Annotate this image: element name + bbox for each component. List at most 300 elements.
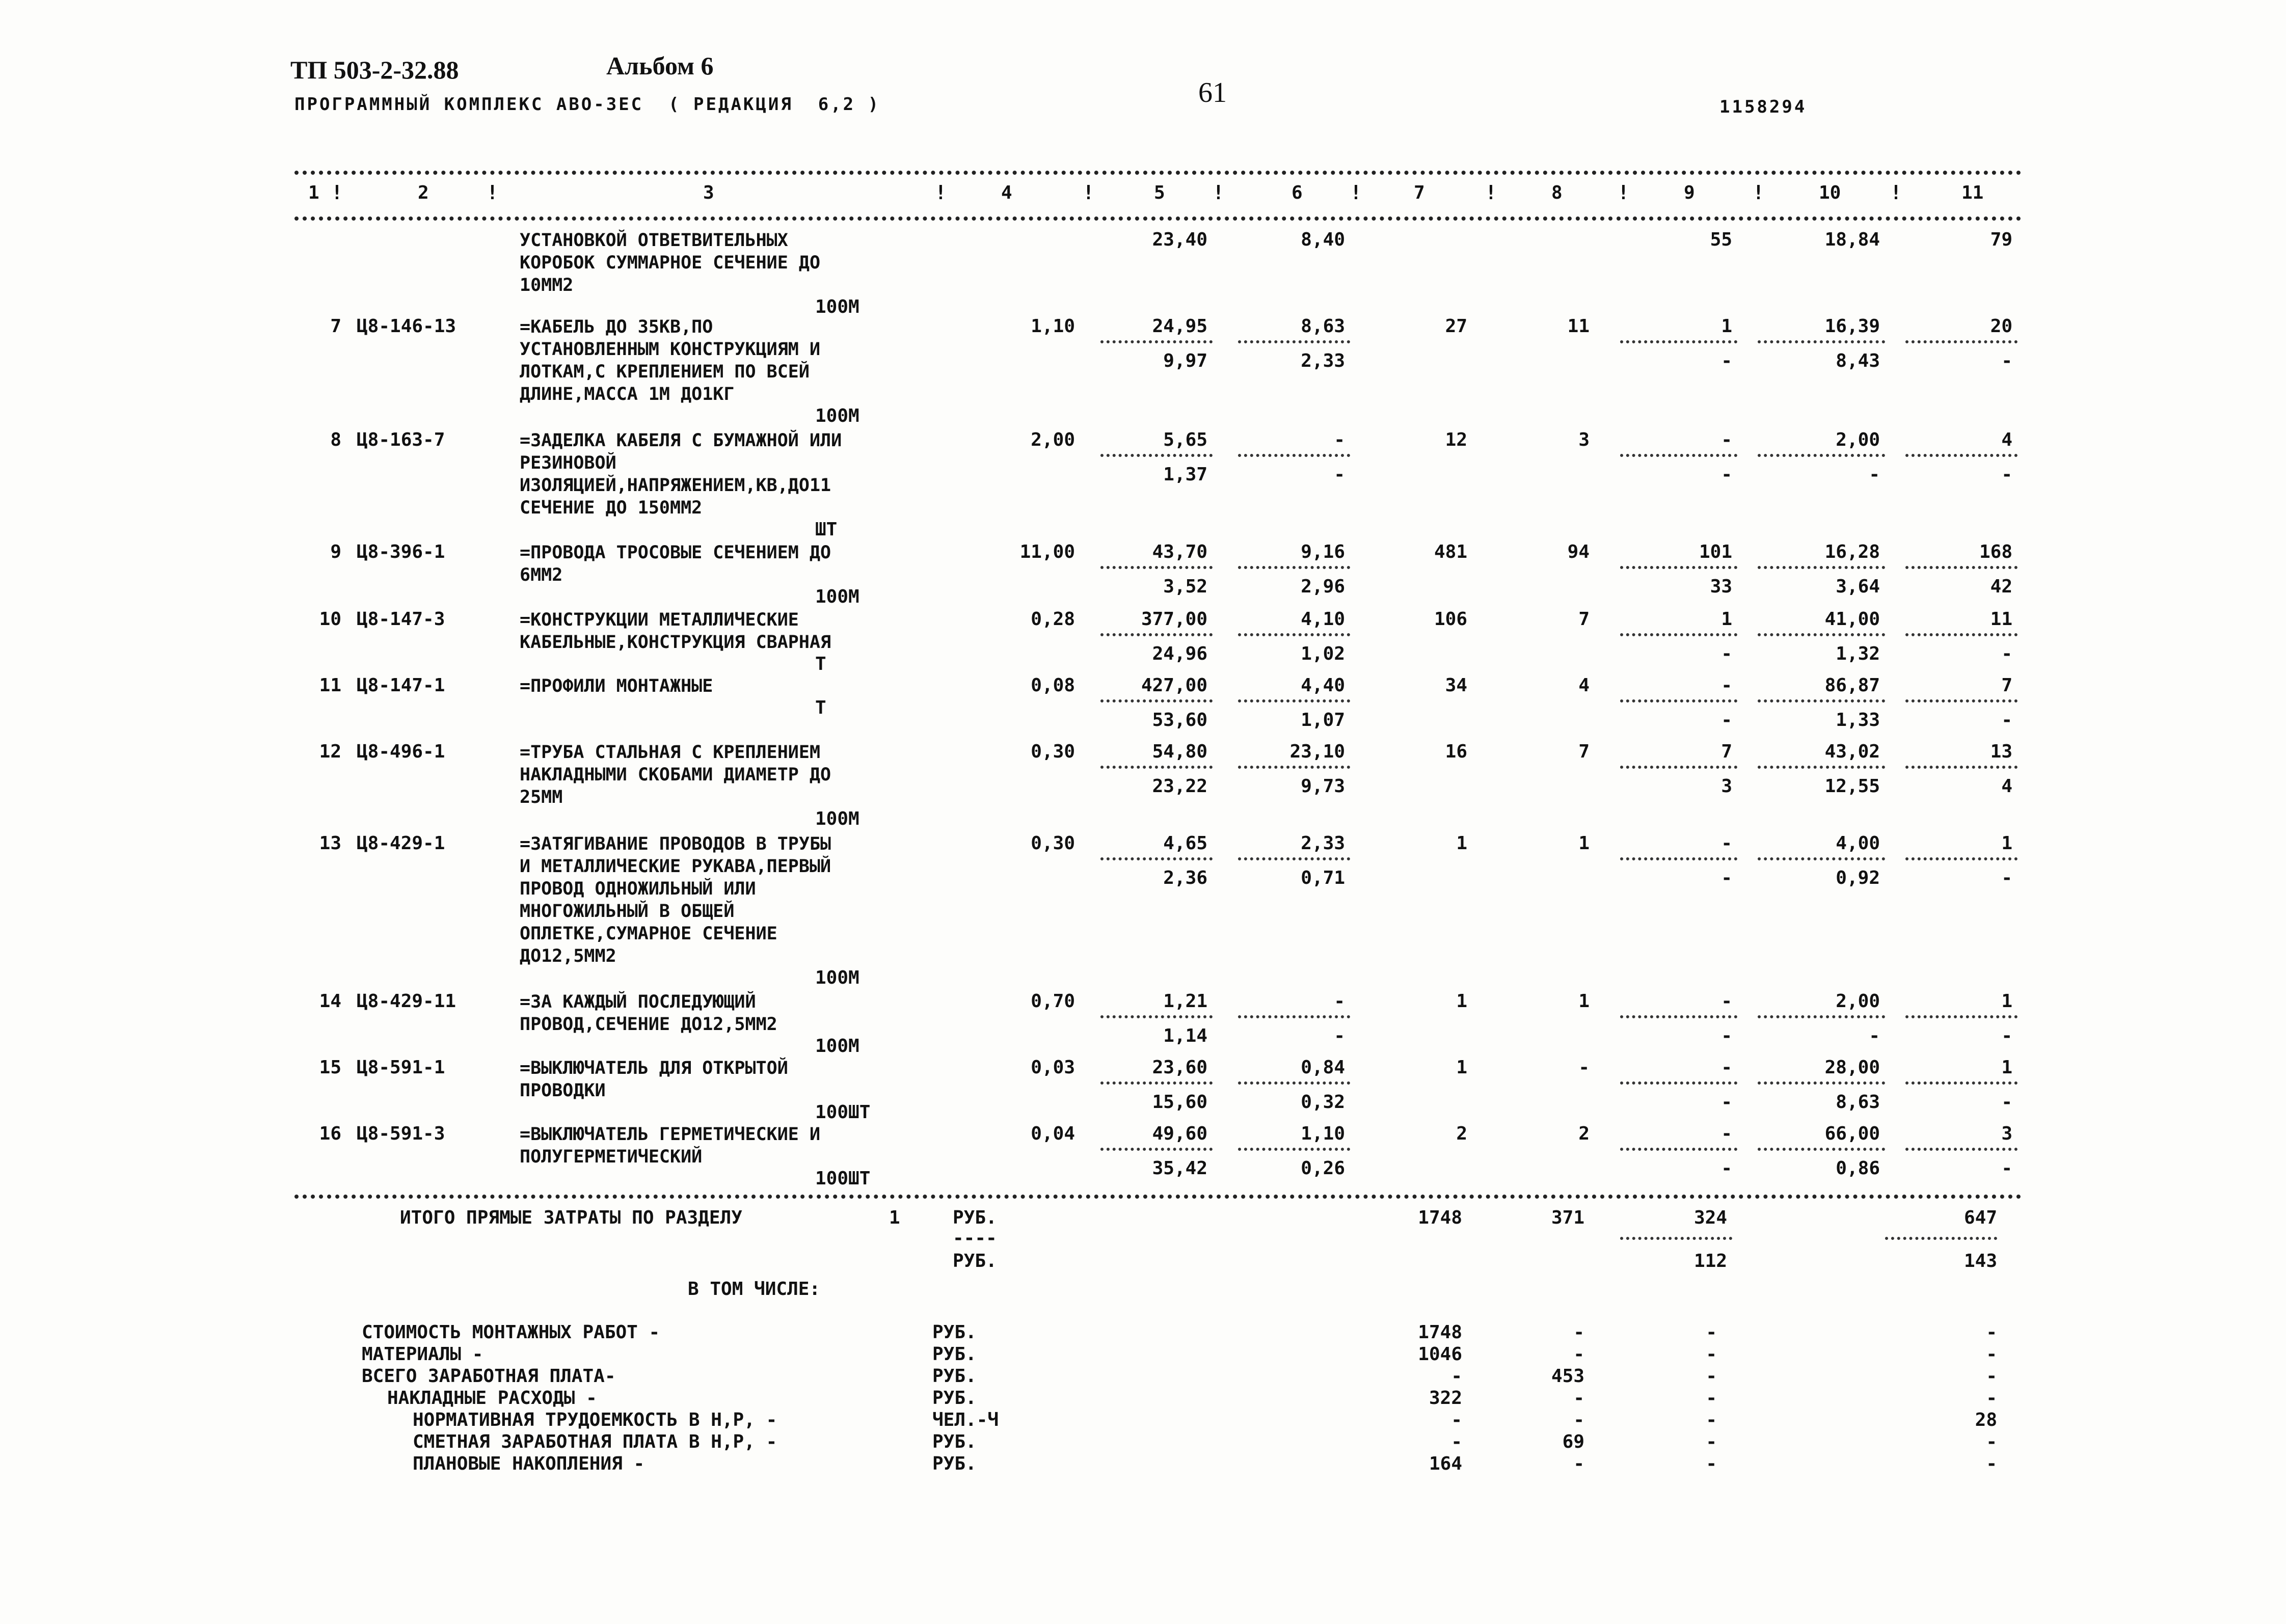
cell-c5: 1,14 <box>1163 1025 1207 1046</box>
cell-c9: - <box>1721 1123 1732 1144</box>
subtotal-rule <box>1100 766 1213 769</box>
column-separator: ! <box>1890 181 1902 204</box>
subtotal-rule <box>1905 566 2018 569</box>
cell-c9: 55 <box>1710 229 1732 250</box>
unit-label: 100ШТ <box>815 1168 871 1189</box>
summary-c9: - <box>1706 1410 1717 1430</box>
column-number: 8 <box>1551 182 1563 203</box>
description-line: =ПРОВОДА ТРОСОВЫЕ СЕЧЕНИЕМ ДО <box>520 543 831 563</box>
cell-c10: 8,43 <box>1836 350 1880 371</box>
description-line: =ВЫКЛЮЧАТЕЛЬ ГЕРМЕТИЧЕСКИЕ И <box>520 1124 821 1145</box>
cell-c6: - <box>1334 991 1345 1012</box>
header-bottom-rule <box>294 216 2022 221</box>
cell-c4: 0,08 <box>1031 675 1075 696</box>
album-label: Альбом 6 <box>606 51 714 80</box>
cell-c5: 2,36 <box>1163 868 1207 888</box>
subtotal-rule <box>1620 454 1737 457</box>
summary-c11: - <box>1986 1344 1997 1365</box>
page-number: 61 <box>1198 77 1227 109</box>
cell-c4: 0,30 <box>1031 741 1075 762</box>
cell-c11: - <box>2001 350 2012 371</box>
total-unit-dashes: ---- <box>953 1228 997 1249</box>
cell-n: 11 <box>319 675 341 696</box>
description-line: =ПРОФИЛИ МОНТАЖНЫЕ <box>520 676 713 696</box>
total-section: 1 <box>889 1207 900 1228</box>
description-line: ПРОВОД,СЕЧЕНИЕ ДО12,5ММ2 <box>520 1014 777 1035</box>
cell-c10: 1,33 <box>1836 710 1880 730</box>
column-separator: ! <box>1618 181 1629 204</box>
cell-c10: 3,64 <box>1836 576 1880 597</box>
summary-c9: - <box>1706 1322 1717 1343</box>
subtotal-rule <box>1238 454 1350 457</box>
cell-c9: - <box>1721 1092 1732 1113</box>
cell-c9: - <box>1721 429 1732 450</box>
subtotal-rule <box>1905 633 2018 636</box>
cell-c8: 94 <box>1567 542 1590 562</box>
column-separator: ! <box>1083 181 1094 204</box>
cell-c11: 1 <box>2001 833 2012 854</box>
subtotal-rule <box>1905 1015 2018 1018</box>
subtotal-rule <box>1238 633 1350 636</box>
summary-unit: РУБ. <box>932 1322 977 1343</box>
cell-c11: 3 <box>2001 1123 2012 1144</box>
unit-label: 100М <box>815 967 859 988</box>
subtotal-rule <box>1758 1081 1885 1085</box>
subtotal-rule <box>1238 699 1350 702</box>
cell-code: Ц8-591-3 <box>357 1123 445 1144</box>
column-separator: ! <box>1753 181 1764 204</box>
cell-c9: - <box>1721 643 1732 664</box>
summary-c11: - <box>1986 1431 1997 1452</box>
cell-c9: 7 <box>1721 741 1732 762</box>
cell-c7: 34 <box>1445 675 1467 696</box>
cell-c10: 1,32 <box>1836 643 1880 664</box>
summary-c11: - <box>1986 1366 1997 1387</box>
cell-c7: 106 <box>1434 609 1467 630</box>
summary-c7: - <box>1451 1366 1462 1387</box>
cell-c7: 16 <box>1445 741 1467 762</box>
cell-n: 13 <box>319 833 341 854</box>
cell-c5: 3,52 <box>1163 576 1207 597</box>
cell-c6: 0,26 <box>1301 1158 1345 1179</box>
item-description <box>520 542 927 586</box>
cell-c10: 8,63 <box>1836 1092 1880 1113</box>
subtotal-rule <box>1758 857 1885 860</box>
cell-c9: - <box>1721 991 1732 1012</box>
cell-c9: 101 <box>1699 542 1732 562</box>
cell-c11: 42 <box>1990 576 2012 597</box>
cell-c10: 2,00 <box>1836 429 1880 450</box>
subtotal-rule <box>1620 566 1737 569</box>
cell-c4: 0,03 <box>1031 1057 1075 1078</box>
cell-c6: 1,07 <box>1301 710 1345 730</box>
subtotal-rule <box>1905 699 2018 702</box>
cell-c6: 0,32 <box>1301 1092 1345 1113</box>
unit-label: ШТ <box>815 519 838 540</box>
subtotal-rule <box>1620 699 1737 702</box>
column-number: 10 <box>1819 182 1841 203</box>
description-line: =ТРУБА СТАЛЬНАЯ С КРЕПЛЕНИЕМ <box>520 742 821 763</box>
cell-c5: 53,60 <box>1152 710 1207 730</box>
description-line: И МЕТАЛЛИЧЕСКИЕ РУКАВА,ПЕРВЫЙ <box>520 856 831 877</box>
description-line: ПРОВОД ОДНОЖИЛЬНЫЙ ИЛИ <box>520 879 756 899</box>
cell-n: 10 <box>319 609 341 630</box>
summary-c8: - <box>1573 1322 1584 1343</box>
description-line: =ВЫКЛЮЧАТЕЛЬ ДЛЯ ОТКРЫТОЙ <box>520 1058 788 1078</box>
cell-c11: 4 <box>2001 776 2012 797</box>
total-col11-rule <box>1885 1237 1997 1240</box>
cell-code: Ц8-591-1 <box>357 1057 445 1078</box>
subtotal-rule <box>1620 857 1737 860</box>
summary-c8: - <box>1573 1388 1584 1409</box>
total-col9: 324 <box>1693 1207 1727 1228</box>
summary-label: СТОИМОСТЬ МОНТАЖНЫХ РАБОТ - <box>362 1322 660 1343</box>
summary-c8: 453 <box>1551 1366 1584 1387</box>
cell-code: Ц8-163-7 <box>357 429 445 450</box>
cell-c10: 16,28 <box>1824 542 1880 562</box>
cell-c11: 7 <box>2001 675 2012 696</box>
item-description <box>520 316 927 405</box>
cell-c7: 481 <box>1434 542 1467 562</box>
cell-c4: 11,00 <box>1019 542 1075 562</box>
cell-c6: 8,40 <box>1301 229 1345 250</box>
subtotal-rule <box>1905 857 2018 860</box>
column-number-row <box>0 182 2286 208</box>
doc-code: ТП 503-2-32.88 <box>290 56 459 84</box>
cell-c8: 4 <box>1578 675 1590 696</box>
cell-c8: - <box>1578 1057 1590 1078</box>
description-line: ДО12,5ММ2 <box>520 946 616 966</box>
cell-c5: 5,65 <box>1163 429 1207 450</box>
cell-c5: 24,96 <box>1152 643 1207 664</box>
cell-c11: - <box>2001 464 2012 485</box>
description-line: СЕЧЕНИЕ ДО 150ММ2 <box>520 498 703 518</box>
description-line: МНОГОЖИЛЬНЫЙ В ОБЩЕЙ <box>520 901 735 922</box>
cell-n: 12 <box>319 741 341 762</box>
cell-c7: 1 <box>1456 991 1467 1012</box>
cell-c5: 1,21 <box>1163 991 1207 1012</box>
cell-c5: 23,40 <box>1152 229 1207 250</box>
cell-c10: 12,55 <box>1824 776 1880 797</box>
unit-label: 100М <box>815 808 859 829</box>
cell-c10: - <box>1869 464 1880 485</box>
description-line: РЕЗИНОВОЙ <box>520 453 616 473</box>
total-col9-rule <box>1620 1237 1732 1240</box>
summary-c9: - <box>1706 1431 1717 1452</box>
subtotal-rule <box>1238 1081 1350 1085</box>
description-line: ПОЛУГЕРМЕТИЧЕСКИЙ <box>520 1147 703 1167</box>
summary-c11: 28 <box>1975 1410 1997 1430</box>
unit-label: Т <box>815 697 826 718</box>
description-line: УСТАНОВЛЕННЫМ КОНСТРУКЦИЯМ И <box>520 339 821 360</box>
summary-c8: 69 <box>1562 1431 1584 1452</box>
cell-c5: 49,60 <box>1152 1123 1207 1144</box>
subtotal-rule <box>1100 454 1213 457</box>
summary-c11: - <box>1986 1322 1997 1343</box>
description-line: =ЗА КАЖДЫЙ ПОСЛЕДУЮЩИЙ <box>520 992 756 1012</box>
cell-c9: - <box>1721 1025 1732 1046</box>
cell-c6: 2,33 <box>1301 833 1345 854</box>
cell-code: Ц8-429-1 <box>357 833 445 854</box>
cell-code: Ц8-429-11 <box>357 991 456 1012</box>
description-line: КАБЕЛЬНЫЕ,КОНСТРУКЦИЯ СВАРНАЯ <box>520 632 831 653</box>
including-label: В ТОМ ЧИСЛЕ: <box>688 1279 821 1300</box>
header-top-rule <box>294 171 2022 175</box>
item-description <box>520 675 927 697</box>
column-number: 1 <box>308 182 319 203</box>
description-line: ДЛИНЕ,МАССА 1М ДО1КГ <box>520 384 735 404</box>
program-title: ПРОГРАММНЫЙ КОМПЛЕКС АВО-ЗЕС ( РЕДАКЦИЯ 6,2 ) <box>294 94 881 115</box>
description-line: ПРОВОДКИ <box>520 1080 606 1101</box>
subtotal-rule <box>1905 1081 2018 1085</box>
subtotal-rule <box>1620 340 1737 343</box>
summary-c8: - <box>1573 1344 1584 1365</box>
cell-c9: - <box>1721 710 1732 730</box>
subtotal-rule <box>1905 1148 2018 1151</box>
item-description <box>520 229 927 296</box>
cell-c10: - <box>1869 1025 1880 1046</box>
cell-n: 16 <box>319 1123 341 1144</box>
cell-n: 14 <box>319 991 341 1012</box>
cell-n: 8 <box>330 429 341 450</box>
unit-label: Т <box>815 654 826 674</box>
description-line: ОПЛЕТКЕ,СУМАРНОЕ СЕЧЕНИЕ <box>520 924 777 944</box>
summary-c8: - <box>1573 1410 1584 1430</box>
subtotal-rule <box>1758 699 1885 702</box>
summary-c8: - <box>1573 1453 1584 1474</box>
cell-c11: 20 <box>1990 316 2012 337</box>
subtotal-rule <box>1620 633 1737 636</box>
item-description <box>520 833 927 967</box>
subtotal-rule <box>1100 1081 1213 1085</box>
summary-c9: - <box>1706 1388 1717 1409</box>
cell-c6: - <box>1334 1025 1345 1046</box>
subtotal-rule <box>1758 340 1885 343</box>
cell-c5: 23,22 <box>1152 776 1207 797</box>
cell-c6: 1,10 <box>1301 1123 1345 1144</box>
subtotal-rule <box>1238 857 1350 860</box>
cell-c5: 1,37 <box>1163 464 1207 485</box>
cell-c8: 3 <box>1578 429 1590 450</box>
cell-c11: 79 <box>1990 229 2012 250</box>
summary-c11: - <box>1986 1388 1997 1409</box>
cell-c8: 1 <box>1578 991 1590 1012</box>
total-col11-b: 143 <box>1964 1251 1997 1271</box>
subtotal-rule <box>1100 633 1213 636</box>
cell-c11: 168 <box>1979 542 2012 562</box>
summary-unit: РУБ. <box>932 1388 977 1409</box>
cell-c7: 1 <box>1456 833 1467 854</box>
cell-c10: 0,92 <box>1836 868 1880 888</box>
summary-label: МАТЕРИАЛЫ - <box>362 1344 483 1365</box>
item-description <box>520 429 927 519</box>
summary-unit: РУБ. <box>932 1431 977 1452</box>
summary-c7: - <box>1451 1410 1462 1430</box>
cell-c6: - <box>1334 464 1345 485</box>
cell-c6: 4,10 <box>1301 609 1345 630</box>
summary-label: НАКЛАДНЫЕ РАСХОДЫ - <box>387 1388 597 1409</box>
summary-unit: РУБ. <box>932 1453 977 1474</box>
cell-c9: 3 <box>1721 776 1732 797</box>
column-number: 2 <box>418 182 429 203</box>
totals-rule <box>294 1195 2022 1199</box>
column-separator: ! <box>487 181 498 204</box>
cell-c11: 1 <box>2001 991 2012 1012</box>
cell-c10: 43,02 <box>1824 741 1880 762</box>
summary-c9: - <box>1706 1344 1717 1365</box>
summary-c7: 164 <box>1429 1453 1462 1474</box>
cell-c6: 9,73 <box>1301 776 1345 797</box>
summary-label: ПЛАНОВЫЕ НАКОПЛЕНИЯ - <box>413 1453 645 1474</box>
subtotal-rule <box>1238 1015 1350 1018</box>
summary-unit: РУБ. <box>932 1366 977 1387</box>
subtotal-rule <box>1100 566 1213 569</box>
cell-c10: 86,87 <box>1824 675 1880 696</box>
cell-c11: 11 <box>1990 609 2012 630</box>
column-separator: ! <box>1350 181 1362 204</box>
item-description <box>520 609 927 654</box>
column-separator: ! <box>1213 181 1224 204</box>
cell-code: Ц8-146-13 <box>357 316 456 337</box>
cell-c10: 4,00 <box>1836 833 1880 854</box>
cell-n: 15 <box>319 1057 341 1078</box>
subtotal-rule <box>1620 766 1737 769</box>
cell-c7: 1 <box>1456 1057 1467 1078</box>
subtotal-rule <box>1905 340 2018 343</box>
document-id: 1158294 <box>1719 97 1807 117</box>
subtotal-rule <box>1100 699 1213 702</box>
subtotal-rule <box>1758 766 1885 769</box>
summary-label: СМЕТНАЯ ЗАРАБОТНАЯ ПЛАТА В Н,Р, - <box>413 1431 777 1452</box>
cell-code: Ц8-147-1 <box>357 675 445 696</box>
cell-c5: 427,00 <box>1141 675 1207 696</box>
cell-c11: 4 <box>2001 429 2012 450</box>
cell-c9: - <box>1721 675 1732 696</box>
cell-c9: - <box>1721 464 1732 485</box>
cell-c5: 15,60 <box>1152 1092 1207 1113</box>
summary-c7: 1046 <box>1418 1344 1462 1365</box>
description-line: ЛОТКАМ,С КРЕПЛЕНИЕМ ПО ВСЕЙ <box>520 362 810 382</box>
cell-c11: 13 <box>1990 741 2012 762</box>
subtotal-rule <box>1758 1015 1885 1018</box>
cell-c4: 1,10 <box>1031 316 1075 337</box>
summary-c7: 322 <box>1429 1388 1462 1409</box>
cell-c6: 2,96 <box>1301 576 1345 597</box>
total-col7: 1748 <box>1418 1207 1462 1228</box>
cell-c9: 33 <box>1710 576 1732 597</box>
cell-c6: 0,71 <box>1301 868 1345 888</box>
cell-c9: 1 <box>1721 609 1732 630</box>
summary-c9: - <box>1706 1366 1717 1387</box>
subtotal-rule <box>1758 1148 1885 1151</box>
total-col11: 647 <box>1964 1207 1997 1228</box>
column-number: 7 <box>1414 182 1425 203</box>
total-col9-b: 112 <box>1693 1251 1727 1271</box>
column-separator: ! <box>1485 181 1497 204</box>
total-unit: РУБ. <box>953 1207 997 1228</box>
item-description <box>520 741 927 808</box>
cell-c9: 1 <box>1721 316 1732 337</box>
total-label: ИТОГО ПРЯМЫЕ ЗАТРАТЫ ПО РАЗДЕЛУ <box>400 1207 742 1228</box>
cell-c11: - <box>2001 1158 2012 1179</box>
cell-c9: - <box>1721 1158 1732 1179</box>
cell-c5: 54,80 <box>1152 741 1207 762</box>
cell-c10: 0,86 <box>1836 1158 1880 1179</box>
subtotal-rule <box>1905 454 2018 457</box>
cell-n: 7 <box>330 316 341 337</box>
unit-label: 100М <box>815 1036 859 1057</box>
description-line: =ЗАТЯГИВАНИЕ ПРОВОДОВ В ТРУБЫ <box>520 834 831 854</box>
subtotal-rule <box>1238 766 1350 769</box>
cell-c11: - <box>2001 1092 2012 1113</box>
description-line: ИЗОЛЯЦИЕЙ,НАПРЯЖЕНИЕМ,КВ,ДО11 <box>520 475 831 496</box>
cell-c6: 2,33 <box>1301 350 1345 371</box>
subtotal-rule <box>1100 1148 1213 1151</box>
item-description <box>520 991 927 1036</box>
cell-c11: - <box>2001 710 2012 730</box>
column-number: 6 <box>1292 182 1303 203</box>
cell-c6: 9,16 <box>1301 542 1345 562</box>
cell-c4: 0,30 <box>1031 833 1075 854</box>
description-line: 10ММ2 <box>520 275 574 295</box>
cell-c11: - <box>2001 868 2012 888</box>
cell-c6: 4,40 <box>1301 675 1345 696</box>
subtotal-rule <box>1758 566 1885 569</box>
cell-c5: 35,42 <box>1152 1158 1207 1179</box>
cell-c6: 1,02 <box>1301 643 1345 664</box>
cell-n: 9 <box>330 542 341 562</box>
unit-label: 100М <box>815 296 859 317</box>
column-separator: ! <box>331 181 343 204</box>
item-description <box>520 1123 927 1168</box>
subtotal-rule <box>1905 766 2018 769</box>
column-number: 4 <box>1001 182 1012 203</box>
cell-c4: 0,28 <box>1031 609 1075 630</box>
column-separator: ! <box>935 181 947 204</box>
subtotal-rule <box>1100 857 1213 860</box>
unit-label: 100М <box>815 586 859 607</box>
cell-c9: - <box>1721 868 1732 888</box>
cell-c5: 9,97 <box>1163 350 1207 371</box>
summary-label: ВСЕГО ЗАРАБОТНАЯ ПЛАТА- <box>362 1366 616 1387</box>
summary-unit: РУБ. <box>932 1344 977 1365</box>
cell-c11: - <box>2001 1025 2012 1046</box>
subtotal-rule <box>1620 1015 1737 1018</box>
cell-c10: 41,00 <box>1824 609 1880 630</box>
cell-c8: 1 <box>1578 833 1590 854</box>
description-line: 25ММ <box>520 787 563 807</box>
summary-label: НОРМАТИВНАЯ ТРУДОЕМКОСТЬ В Н,Р, - <box>413 1410 777 1430</box>
subtotal-rule <box>1758 454 1885 457</box>
cell-c4: 0,70 <box>1031 991 1075 1012</box>
subtotal-rule <box>1620 1081 1737 1085</box>
summary-c7: 1748 <box>1418 1322 1462 1343</box>
description-line: НАКЛАДНЫМИ СКОБАМИ ДИАМЕТР ДО <box>520 765 831 785</box>
cell-c8: 11 <box>1567 316 1590 337</box>
subtotal-rule <box>1758 633 1885 636</box>
summary-c9: - <box>1706 1453 1717 1474</box>
description-line: УСТАНОВКОЙ ОТВЕТВИТЕЛЬНЫХ <box>520 230 788 251</box>
cell-c10: 18,84 <box>1824 229 1880 250</box>
cell-c5: 43,70 <box>1152 542 1207 562</box>
cell-c6: - <box>1334 429 1345 450</box>
cell-c7: 12 <box>1445 429 1467 450</box>
total-col8: 371 <box>1551 1207 1584 1228</box>
cell-c6: 23,10 <box>1289 741 1345 762</box>
description-line: =КОНСТРУКЦИИ МЕТАЛЛИЧЕСКИЕ <box>520 610 799 630</box>
cell-code: Ц8-496-1 <box>357 741 445 762</box>
column-number: 9 <box>1684 182 1695 203</box>
